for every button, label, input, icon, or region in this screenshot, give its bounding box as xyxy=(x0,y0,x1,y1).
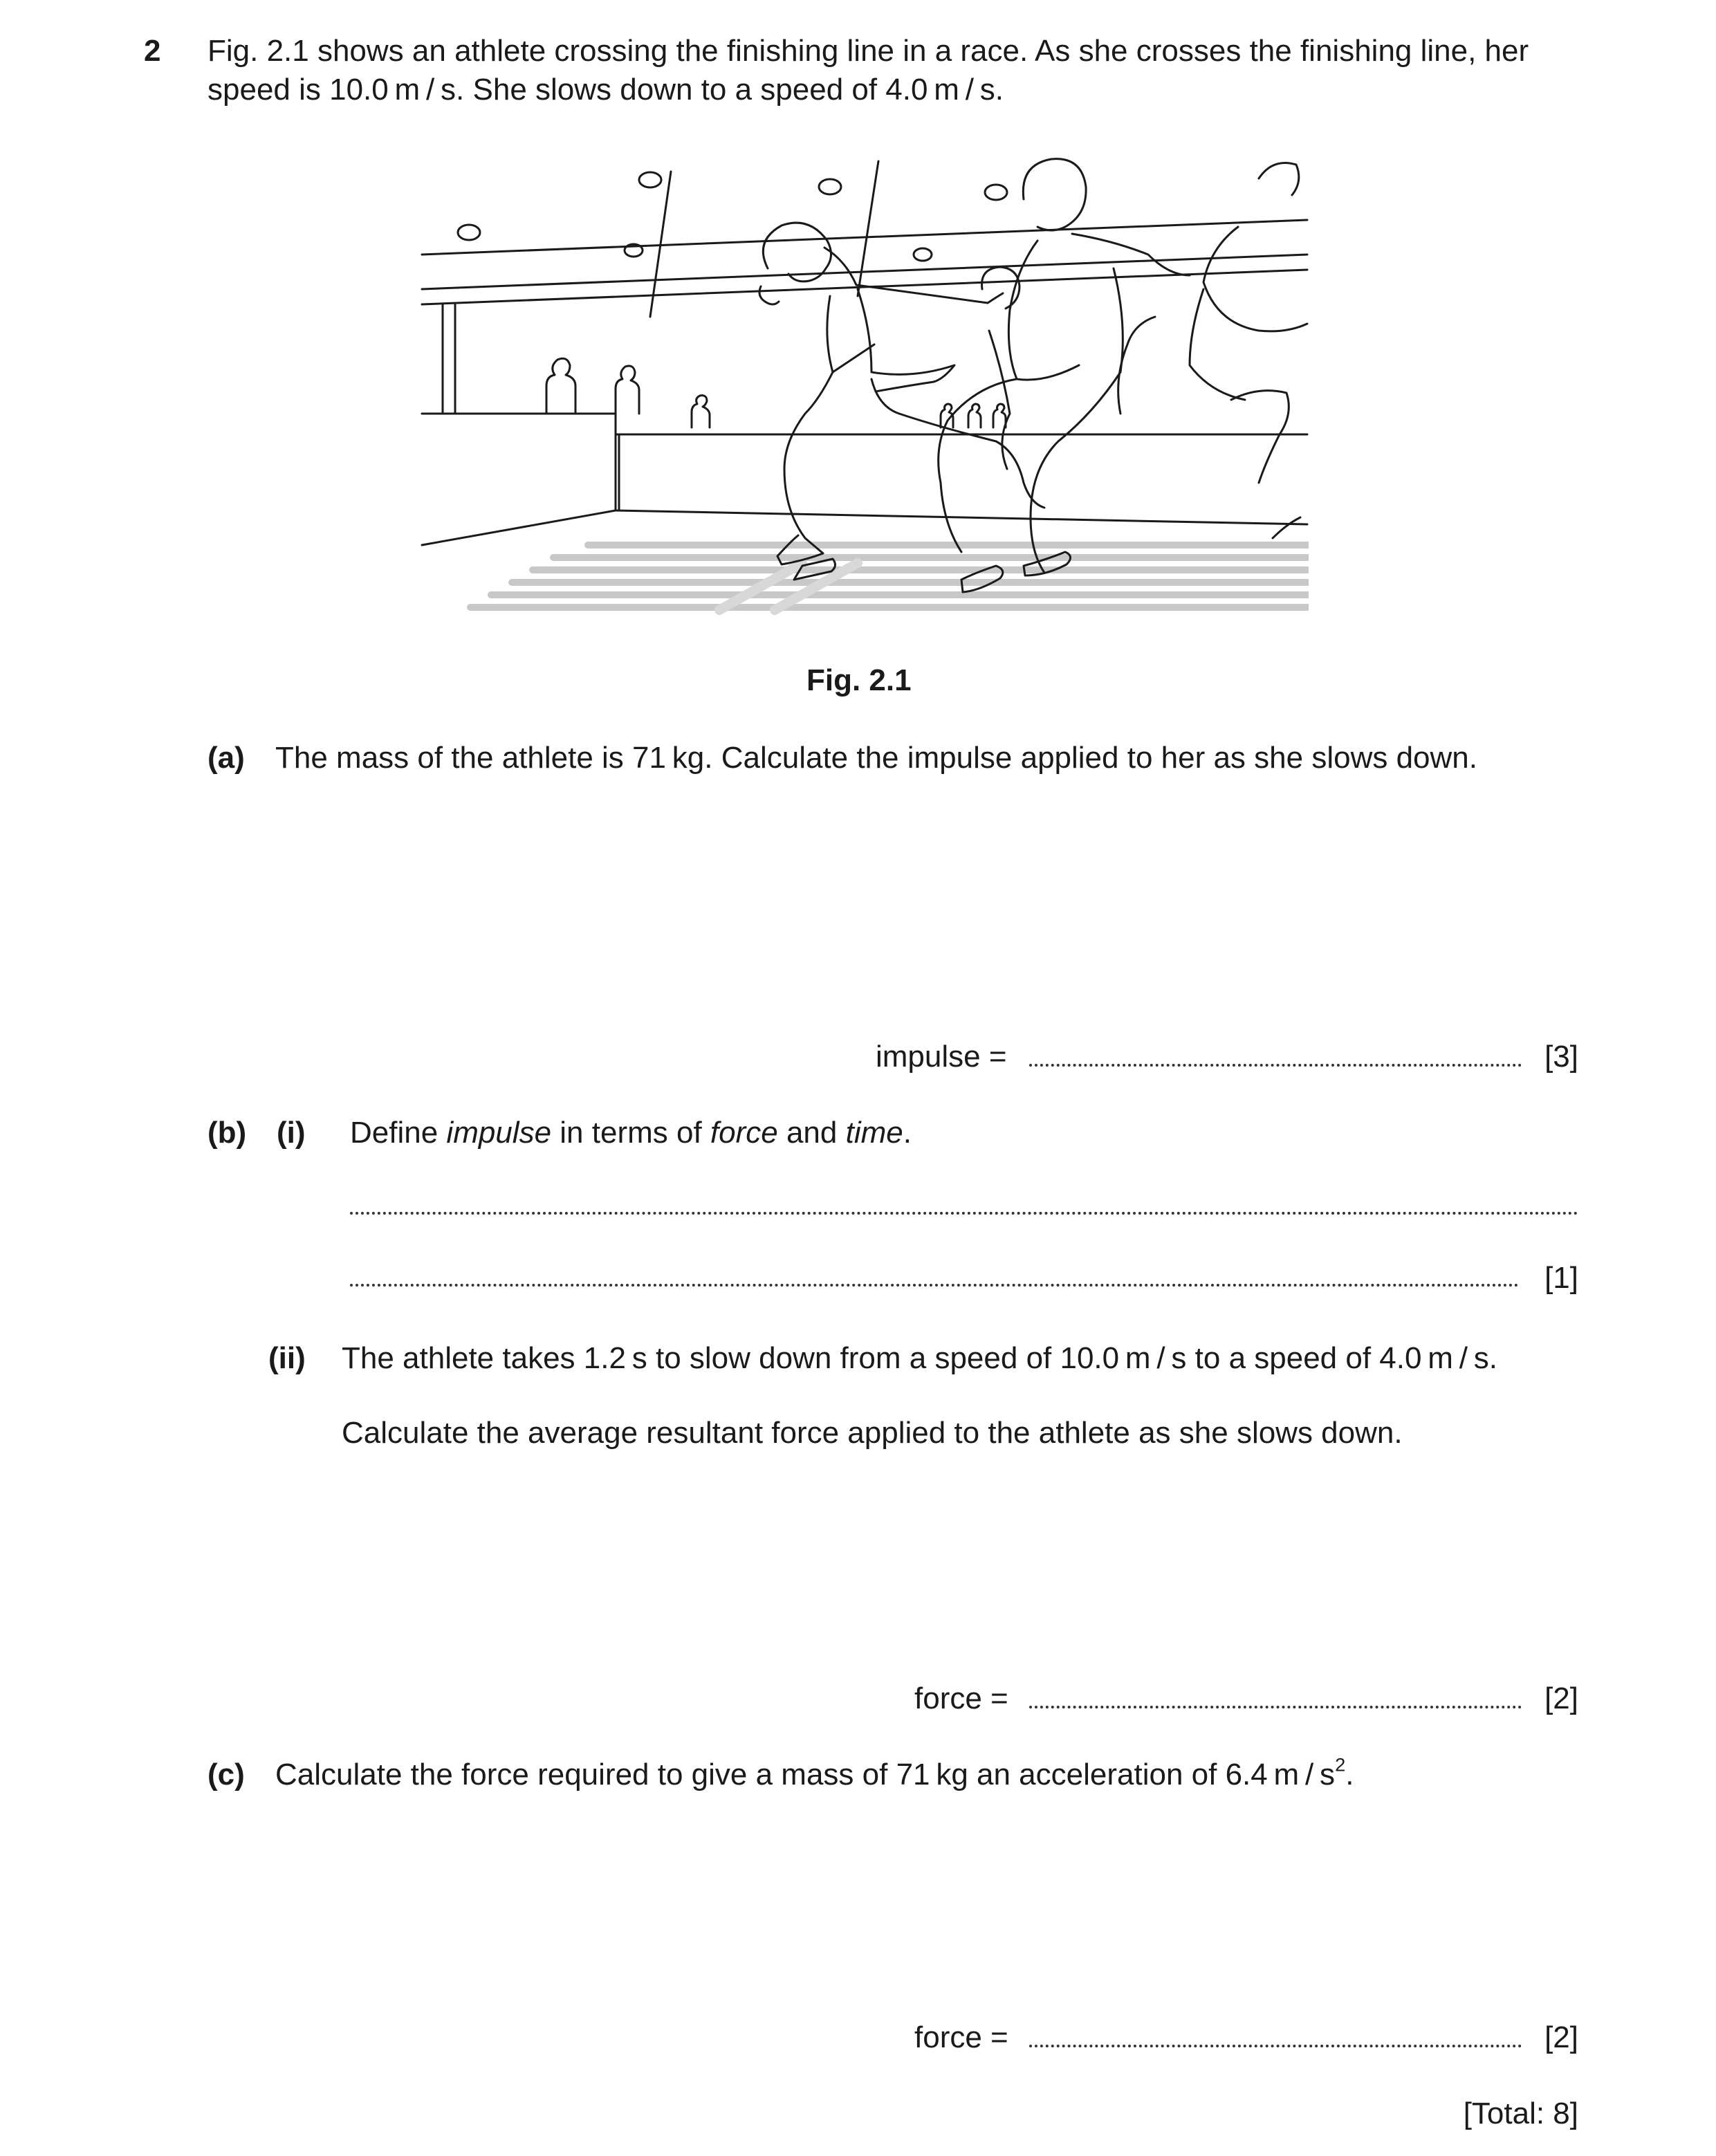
athlete-finish-line-illustration xyxy=(415,151,1309,616)
time-term: time xyxy=(845,1116,903,1150)
part-b-label: (b) xyxy=(207,1116,247,1150)
impulse-answer-label: impulse = xyxy=(876,1040,1007,1074)
part-c-label: (c) xyxy=(207,1758,245,1791)
part-b-i-label: (i) xyxy=(277,1116,306,1150)
part-b-ii-text-line-2: Calculate the average resultant force applied to the athlete as she slows down. xyxy=(342,1416,1403,1450)
squared-superscript: 2 xyxy=(1335,1753,1346,1776)
definition-answer-line-2[interactable] xyxy=(350,1284,1519,1287)
part-b-ii-label: (ii) xyxy=(268,1341,306,1375)
force-answer-line-b[interactable] xyxy=(1029,1706,1522,1708)
part-a-label: (a) xyxy=(207,741,245,775)
question-intro-line-2: speed is 10.0 m / s. She slows down to a speed of 4.0 m / s. xyxy=(207,73,1004,107)
force-answer-label-b: force = xyxy=(914,1682,1008,1715)
part-b-ii-text-line-1: The athlete takes 1.2 s to slow down from a speed of 10.0 m / s to a speed of 4.0 m / s. xyxy=(342,1341,1497,1375)
part-b-ii-marks: [2] xyxy=(1544,1682,1578,1715)
part-b-i-marks: [1] xyxy=(1544,1261,1578,1295)
track-lanes xyxy=(470,545,1307,607)
right-athletes xyxy=(1118,163,1307,539)
part-b-i-text: Define impulse in terms of force and time. xyxy=(350,1116,912,1150)
total-marks: [Total: 8] xyxy=(1463,2097,1578,2130)
impulse-answer-line[interactable] xyxy=(1029,1064,1522,1067)
lead-athlete xyxy=(759,223,1044,580)
question-intro-line-1: Fig. 2.1 shows an athlete crossing the finishing line in a race. As she crosses the finishing line, her xyxy=(207,34,1529,68)
force-term: force xyxy=(710,1116,778,1150)
part-c-text: Calculate the force required to give a mass of 71 kg an acceleration of 6.4 m / $s^2$. xyxy=(275,1753,1354,1791)
definition-answer-line-1[interactable] xyxy=(350,1212,1578,1215)
part-a-text: The mass of the athlete is 71 kg. Calculate the impulse applied to her as she slows down. xyxy=(275,741,1477,775)
question-number: 2 xyxy=(144,34,161,68)
figure-caption: Fig. 2.1 xyxy=(806,663,912,697)
force-answer-label-c: force = xyxy=(914,2020,1008,2054)
stadium-structure xyxy=(422,161,1307,545)
force-answer-line-c[interactable] xyxy=(1029,2045,1522,2047)
part-a-marks: [3] xyxy=(1544,1040,1578,1074)
impulse-term: impulse xyxy=(446,1116,552,1150)
part-c-marks: [2] xyxy=(1544,2020,1578,2054)
second-athlete xyxy=(939,159,1190,592)
